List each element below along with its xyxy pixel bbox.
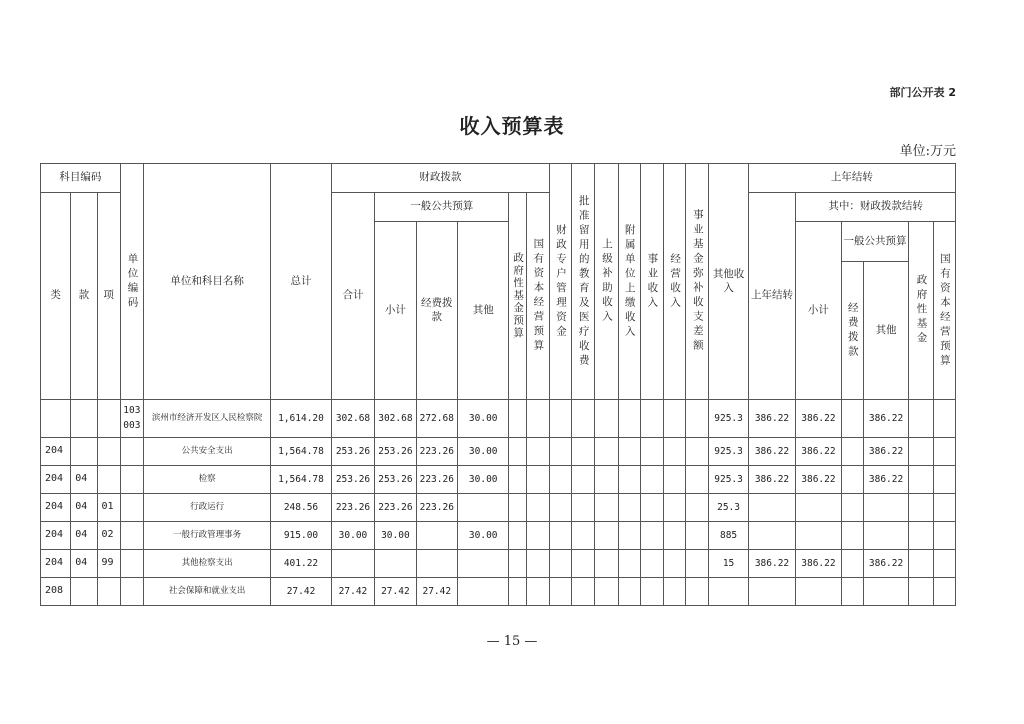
cell-empty	[509, 400, 526, 438]
cell-other-income: 925.3	[709, 438, 748, 466]
cell-empty	[572, 550, 595, 578]
cell-c-total: 386.22	[748, 438, 795, 466]
subject-code-header: 科目编码	[41, 164, 121, 193]
state-capital-header: 国有资本经营预算	[526, 193, 549, 400]
cell-heji: 253.26	[331, 438, 374, 466]
cell-qita	[457, 550, 508, 578]
cell-empty	[640, 522, 663, 550]
cell-name: 社会保障和就业支出	[143, 578, 270, 606]
cell-c-xiaoji: 386.22	[796, 550, 841, 578]
cell-c-total	[748, 578, 795, 606]
cell-xiaoji: 302.68	[375, 400, 416, 438]
finance-header: 财政拨款	[331, 164, 549, 193]
cell-empty	[509, 578, 526, 606]
total-header: 总计	[271, 164, 332, 400]
cell-c-jingfei	[841, 578, 863, 606]
cell-empty	[640, 438, 663, 466]
cell-c-jingfei	[841, 550, 863, 578]
cell-name: 公共安全支出	[143, 438, 270, 466]
income-budget-table	[40, 163, 956, 606]
cell-empty	[909, 400, 933, 438]
cell-empty	[549, 550, 571, 578]
cell-empty	[572, 400, 595, 438]
cell-jingfei	[416, 522, 457, 550]
cell-empty	[663, 400, 685, 438]
cell-xiang: 99	[97, 550, 120, 578]
cell-empty	[618, 400, 640, 438]
cell-kuan: 04	[71, 522, 97, 550]
cell-empty	[933, 438, 955, 466]
cell-empty	[618, 550, 640, 578]
xiang-header: 项	[97, 193, 120, 400]
cell-empty	[618, 438, 640, 466]
cell-name: 滨州市经济开发区人民检察院	[143, 400, 270, 438]
cell-empty	[549, 578, 571, 606]
cell-empty	[686, 578, 709, 606]
cell-lei: 204	[41, 494, 71, 522]
cell-unit-code	[120, 522, 143, 550]
page-title: 收入预算表	[459, 114, 565, 138]
cell-c-total: 386.22	[748, 400, 795, 438]
table-row	[41, 578, 956, 606]
cell-qita	[457, 578, 508, 606]
cell-empty	[909, 550, 933, 578]
page-number: — 15 —	[486, 634, 538, 649]
cell-empty	[686, 466, 709, 494]
cell-jingfei	[416, 550, 457, 578]
table-row	[41, 400, 956, 438]
cell-empty	[909, 438, 933, 466]
cell-empty	[640, 400, 663, 438]
cell-c-xiaoji: 386.22	[796, 466, 841, 494]
unit-name-header: 单位和科目名称	[143, 164, 270, 400]
cell-xiaoji: 253.26	[375, 438, 416, 466]
cell-empty	[509, 494, 526, 522]
cell-heji: 253.26	[331, 466, 374, 494]
cell-other-income	[709, 578, 748, 606]
cell-lei: 204	[41, 466, 71, 494]
cell-unit-code	[120, 466, 143, 494]
cell-empty	[909, 494, 933, 522]
cell-empty	[595, 438, 618, 466]
cell-empty	[663, 550, 685, 578]
cell-total: 1,614.20	[271, 400, 332, 438]
cell-empty	[595, 466, 618, 494]
cell-c-total: 386.22	[748, 550, 795, 578]
cell-kuan	[71, 438, 97, 466]
cell-qita: 30.00	[457, 522, 508, 550]
cell-c-qita: 386.22	[863, 438, 908, 466]
cell-empty	[663, 522, 685, 550]
cell-empty	[526, 578, 549, 606]
cell-empty	[549, 438, 571, 466]
cell-empty	[640, 494, 663, 522]
heji-header: 合计	[331, 193, 374, 400]
cell-other-income: 15	[709, 550, 748, 578]
cell-empty	[595, 550, 618, 578]
lei-header: 类	[41, 193, 71, 400]
cell-empty	[618, 494, 640, 522]
cell-empty	[686, 550, 709, 578]
cell-empty	[640, 550, 663, 578]
table-row	[41, 550, 956, 578]
cell-heji: 302.68	[331, 400, 374, 438]
cell-heji: 30.00	[331, 522, 374, 550]
carryover-total-header: 上年结转	[748, 193, 795, 400]
cell-lei: 204	[41, 522, 71, 550]
cell-xiaoji: 253.26	[375, 466, 416, 494]
cell-other-income: 925.3	[709, 466, 748, 494]
cell-empty	[526, 522, 549, 550]
cell-c-total	[748, 522, 795, 550]
cell-xiaoji: 223.26	[375, 494, 416, 522]
cell-heji: 223.26	[331, 494, 374, 522]
cell-heji	[331, 550, 374, 578]
cell-total: 27.42	[271, 578, 332, 606]
table-row	[41, 466, 956, 494]
carryover-finance-header: 其中：财政拨款结转	[796, 193, 956, 222]
cell-xiang	[97, 400, 120, 438]
cell-empty	[509, 522, 526, 550]
cell-unit-code	[120, 494, 143, 522]
cell-empty	[933, 400, 955, 438]
cell-c-total	[748, 494, 795, 522]
cell-total: 248.56	[271, 494, 332, 522]
cell-name: 其他检察支出	[143, 550, 270, 578]
carryover-header: 上年结转	[748, 164, 955, 193]
carryover-xiaoji-header: 小计	[796, 222, 841, 400]
cell-qita: 30.00	[457, 438, 508, 466]
cell-lei	[41, 400, 71, 438]
cell-empty	[663, 466, 685, 494]
cell-empty	[909, 522, 933, 550]
cell-empty	[663, 438, 685, 466]
cell-name: 行政运行	[143, 494, 270, 522]
cell-empty	[640, 578, 663, 606]
carryover-jingfei-header: 经费拨款	[841, 262, 863, 400]
cell-c-jingfei	[841, 400, 863, 438]
cell-kuan: 04	[71, 466, 97, 494]
cell-unit-code	[120, 438, 143, 466]
operating-income-header: 经营收入	[663, 164, 685, 400]
cell-empty	[618, 466, 640, 494]
cell-heji: 27.42	[331, 578, 374, 606]
cell-xiang	[97, 466, 120, 494]
cell-name: 检察	[143, 466, 270, 494]
cell-total: 401.22	[271, 550, 332, 578]
cell-kuan: 04	[71, 550, 97, 578]
cell-c-xiaoji: 386.22	[796, 400, 841, 438]
cell-empty	[595, 494, 618, 522]
cell-empty	[933, 550, 955, 578]
cell-empty	[549, 494, 571, 522]
fund-cover-header: 事业基金弥补收支差额	[686, 164, 709, 400]
cell-c-jingfei	[841, 522, 863, 550]
cell-xiang: 01	[97, 494, 120, 522]
general-budget-header: 一般公共预算	[375, 193, 509, 222]
cell-empty	[549, 400, 571, 438]
qita-header: 其他	[457, 222, 508, 400]
cell-c-total: 386.22	[748, 466, 795, 494]
cell-unit-code	[120, 550, 143, 578]
cell-lei: 204	[41, 550, 71, 578]
cell-empty	[526, 438, 549, 466]
cell-jingfei: 223.26	[416, 466, 457, 494]
table-row	[41, 438, 956, 466]
cell-empty	[640, 466, 663, 494]
cell-unit-code: 103 003	[120, 400, 143, 438]
cell-total: 1,564.78	[271, 466, 332, 494]
cell-xiaoji: 27.42	[375, 578, 416, 606]
cell-c-jingfei	[841, 438, 863, 466]
subsidy-header: 上级补助收入	[595, 164, 618, 400]
cell-empty	[933, 466, 955, 494]
cell-jingfei: 27.42	[416, 578, 457, 606]
cell-empty	[663, 494, 685, 522]
cell-c-jingfei	[841, 494, 863, 522]
cell-empty	[595, 522, 618, 550]
cell-lei: 208	[41, 578, 71, 606]
gov-fund-header: 政府性基金预算	[509, 193, 526, 400]
cell-xiaoji: 30.00	[375, 522, 416, 550]
cell-empty	[572, 522, 595, 550]
unit-label: 单位:万元	[899, 144, 956, 159]
cell-empty	[686, 438, 709, 466]
cell-xiang	[97, 578, 120, 606]
cell-unit-code	[120, 578, 143, 606]
cell-total: 915.00	[271, 522, 332, 550]
special-account-header: 财政专户管理资金	[549, 164, 571, 400]
cell-empty	[526, 466, 549, 494]
affiliate-header: 附属单位上缴收入	[618, 164, 640, 400]
cell-name: 一般行政管理事务	[143, 522, 270, 550]
cell-empty	[526, 550, 549, 578]
cell-empty	[686, 400, 709, 438]
carryover-gov-fund-header: 政府性基金	[909, 222, 933, 400]
cell-c-qita	[863, 578, 908, 606]
unit-code-header: 单位编码	[120, 164, 143, 400]
cell-c-xiaoji: 386.22	[796, 438, 841, 466]
cell-qita: 30.00	[457, 400, 508, 438]
cell-empty	[686, 522, 709, 550]
cell-empty	[686, 494, 709, 522]
cell-jingfei: 223.26	[416, 494, 457, 522]
cell-empty	[526, 494, 549, 522]
cell-empty	[549, 522, 571, 550]
table-tag: 部门公开表 2	[889, 86, 956, 99]
cell-kuan: 04	[71, 494, 97, 522]
cell-empty	[909, 466, 933, 494]
cell-lei: 204	[41, 438, 71, 466]
cell-empty	[618, 578, 640, 606]
cell-empty	[663, 578, 685, 606]
cell-empty	[933, 522, 955, 550]
cell-empty	[909, 578, 933, 606]
cell-c-qita: 386.22	[863, 466, 908, 494]
cell-qita: 30.00	[457, 466, 508, 494]
cell-empty	[933, 494, 955, 522]
cell-jingfei: 272.68	[416, 400, 457, 438]
xiaoji-header: 小计	[375, 222, 416, 400]
cell-empty	[509, 438, 526, 466]
carryover-qita-header: 其他	[863, 262, 908, 400]
cell-c-jingfei	[841, 466, 863, 494]
cell-c-xiaoji	[796, 578, 841, 606]
cell-xiang	[97, 438, 120, 466]
approved-fees-header: 批准留用的教育及医疗收费	[572, 164, 595, 400]
cell-c-xiaoji	[796, 522, 841, 550]
cell-total: 1,564.78	[271, 438, 332, 466]
cell-empty	[933, 578, 955, 606]
cell-other-income: 25.3	[709, 494, 748, 522]
cell-empty	[572, 466, 595, 494]
cell-empty	[572, 438, 595, 466]
cell-qita	[457, 494, 508, 522]
table-row	[41, 494, 956, 522]
other-income-header: 其他收入	[709, 164, 748, 400]
cell-empty	[509, 550, 526, 578]
cell-other-income: 925.3	[709, 400, 748, 438]
cell-empty	[526, 400, 549, 438]
cell-xiang: 02	[97, 522, 120, 550]
cell-other-income: 885	[709, 522, 748, 550]
cell-empty	[595, 578, 618, 606]
cell-c-xiaoji	[796, 494, 841, 522]
cell-c-qita: 386.22	[863, 550, 908, 578]
table-row	[41, 522, 956, 550]
cell-empty	[595, 400, 618, 438]
business-income-header: 事业收入	[640, 164, 663, 400]
cell-empty	[572, 578, 595, 606]
cell-kuan	[71, 578, 97, 606]
jingfei-header: 经费拨款	[416, 222, 457, 400]
cell-empty	[618, 522, 640, 550]
kuan-header: 款	[71, 193, 97, 400]
cell-c-qita	[863, 494, 908, 522]
cell-jingfei: 223.26	[416, 438, 457, 466]
carryover-general-header: 一般公共预算	[841, 222, 909, 262]
cell-empty	[572, 494, 595, 522]
carryover-state-capital-header: 国有资本经营预算	[933, 222, 955, 400]
cell-c-qita	[863, 522, 908, 550]
cell-empty	[509, 466, 526, 494]
cell-xiaoji	[375, 550, 416, 578]
cell-empty	[549, 466, 571, 494]
cell-c-qita: 386.22	[863, 400, 908, 438]
cell-kuan	[71, 400, 97, 438]
